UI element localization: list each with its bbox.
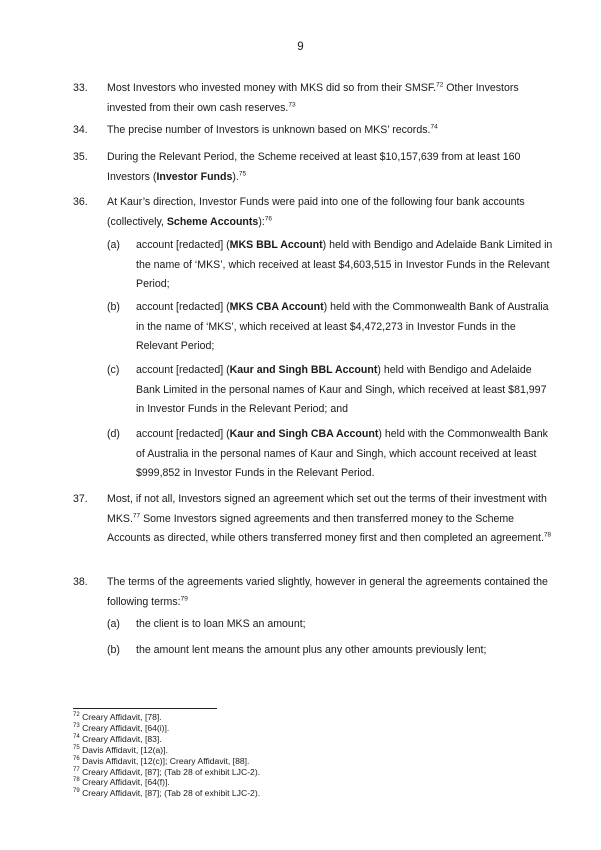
subparagraph-number: (a) (107, 618, 120, 630)
footnote-separator (73, 708, 217, 709)
footnote-text: Creary Affidavit, [64(f)]. (79, 777, 170, 788)
paragraph-38 (73, 573, 553, 612)
footnote-ref[interactable]: 73 (288, 100, 296, 108)
text-run: ). (232, 170, 239, 183)
paragraph-34 (73, 121, 553, 141)
paragraph-text (107, 490, 553, 549)
text-run: During the Relevant Period, the Scheme received at least $10,157,639 from at least 160 Investors ( (107, 151, 521, 183)
text-run: The terms of the agreements varied slightly, however in general the agreements contained the following terms: (107, 576, 548, 608)
paragraph-number: 38. (73, 576, 88, 588)
subparagraph-number: (d) (107, 428, 120, 440)
subparagraph-38b (107, 641, 553, 661)
subparagraph-text (136, 298, 553, 357)
subparagraph-number: (c) (107, 364, 120, 376)
footnote-text: Creary Affidavit, [87]; (Tab 28 of exhibit LJC-2). (79, 788, 261, 799)
text-run: ) held with the Commonwealth Bank of Australia in the personal names of Kaur and Singh, which account received at least $999,852 in Investor Funds in the Relevant Period. (136, 428, 548, 479)
paragraph-text (107, 121, 553, 141)
footnote-ref[interactable]: 74 (430, 123, 438, 131)
subparagraph-36a (107, 236, 553, 295)
paragraph-37 (73, 490, 553, 549)
footnote-79 (73, 788, 553, 799)
text-run: ): (258, 215, 265, 228)
text-run: Most, if not all, Investors signed an agreement which set out the terms of their investment with MKS. (107, 493, 547, 525)
defined-term: Investor Funds (156, 170, 233, 183)
subparagraph-38a (107, 615, 553, 635)
text-run: account [redacted] ( (136, 364, 230, 376)
footnote-number: 75 (73, 744, 80, 751)
footnote-number: 73 (73, 723, 80, 730)
paragraph-text (107, 193, 553, 232)
text-run: Other Investors invested from their own cash reserves. (107, 82, 519, 114)
paragraph-number: 35. (73, 151, 88, 163)
text-run: account [redacted] ( (136, 428, 230, 440)
defined-term: Kaur and Singh BBL Account (229, 364, 378, 376)
footnote-number: 76 (73, 755, 80, 762)
text-run: the client is to loan MKS an amount; (136, 618, 306, 630)
footnote-75 (73, 745, 553, 756)
footnote-ref[interactable]: 75 (238, 169, 247, 177)
text-run: ) held with Bendigo and Adelaide Bank Limited in the name of ‘MKS’, which received at least $4,603,515 in Investor Funds in the Relevant Period; (136, 239, 553, 290)
footnote-number: 78 (73, 777, 80, 784)
text-run: At Kaur’s direction, Investor Funds were paid into one of the following four bank accounts (collectively, (107, 196, 525, 228)
paragraph-text (107, 79, 553, 118)
paragraph-number: 34. (73, 124, 88, 136)
paragraph-33 (73, 79, 553, 118)
footnote-number: 72 (73, 712, 80, 719)
paragraph-36 (73, 193, 553, 232)
subparagraph-text (136, 236, 553, 295)
footnote-number: 77 (73, 766, 80, 773)
footnote-72 (73, 712, 553, 723)
text-run: account [redacted] ( (136, 301, 230, 313)
footnote-text: Creary Affidavit, [87]; (Tab 28 of exhibit LJC-2). (79, 766, 261, 777)
defined-term: MKS BBL Account (229, 239, 323, 251)
text-run: The precise number of Investors is unknown based on MKS’ records. (107, 124, 431, 136)
subparagraph-text (136, 641, 553, 661)
subparagraph-text (136, 361, 553, 420)
defined-term: Kaur and Singh CBA Account (229, 428, 379, 440)
paragraph-text (107, 573, 553, 612)
footnote-ref[interactable]: 76 (264, 214, 273, 222)
text-run: Some Investors signed agreements and then transferred money to the Scheme Accounts as directed, while others transferred money first and then completed an agreement. (107, 512, 544, 544)
footnote-76 (73, 756, 553, 767)
footnote-number: 79 (73, 788, 80, 795)
footnote-ref[interactable]: 78 (543, 531, 552, 539)
paragraph-35 (73, 148, 553, 187)
subparagraph-36b (107, 298, 553, 357)
footnote-ref[interactable]: 77 (132, 511, 141, 519)
defined-term: Scheme Accounts (166, 215, 259, 228)
footnote-73 (73, 723, 553, 734)
footnote-text: Creary Affidavit, [78]. (79, 712, 162, 722)
subparagraph-text (136, 425, 553, 484)
footnote-text: Davis Affidavit, [12(c)]; Creary Affidavit, [88]. (79, 755, 250, 766)
footnote-text: Creary Affidavit, [83]. (79, 733, 162, 744)
footnote-78 (73, 777, 553, 788)
subparagraph-text (136, 615, 553, 635)
text-run: the amount lent means the amount plus any other amounts previously lent; (136, 644, 487, 656)
paragraph-text (107, 148, 553, 187)
text-run: account [redacted] ( (136, 239, 230, 251)
subparagraph-number: (b) (107, 301, 120, 313)
paragraph-number: 33. (73, 82, 88, 94)
footnotes (73, 712, 553, 799)
subparagraph-36d (107, 425, 553, 484)
page-number: 9 (297, 41, 304, 53)
footnote-ref[interactable]: 72 (436, 81, 444, 89)
footnote-text: Davis Affidavit, [12(a)]. (79, 744, 168, 755)
text-run: ) held with Bendigo and Adelaide Bank Limited in the personal names of Kaur and Singh, which received at least $81,997 in Investor Funds in the Relevant Period; and (136, 364, 547, 415)
text-run: Most Investors who invested money with MKS did so from their SMSF. (107, 82, 437, 94)
defined-term: MKS CBA Account (229, 301, 324, 313)
subparagraph-number: (b) (107, 644, 120, 656)
text-run: ) held with the Commonwealth Bank of Australia in the name of ‘MKS’, which received at least $4,472,273 in Investor Funds in the Relevant Period; (136, 301, 549, 352)
paragraph-number: 37. (73, 493, 88, 505)
subparagraph-36c (107, 361, 553, 420)
subparagraph-number: (a) (107, 239, 120, 251)
footnote-74 (73, 734, 553, 745)
footnote-number: 74 (73, 733, 80, 740)
paragraph-number: 36. (73, 196, 88, 208)
footnote-text: Creary Affidavit, [64(i)]. (79, 722, 170, 733)
footnote-ref[interactable]: 79 (180, 594, 188, 602)
footnote-77 (73, 767, 553, 778)
